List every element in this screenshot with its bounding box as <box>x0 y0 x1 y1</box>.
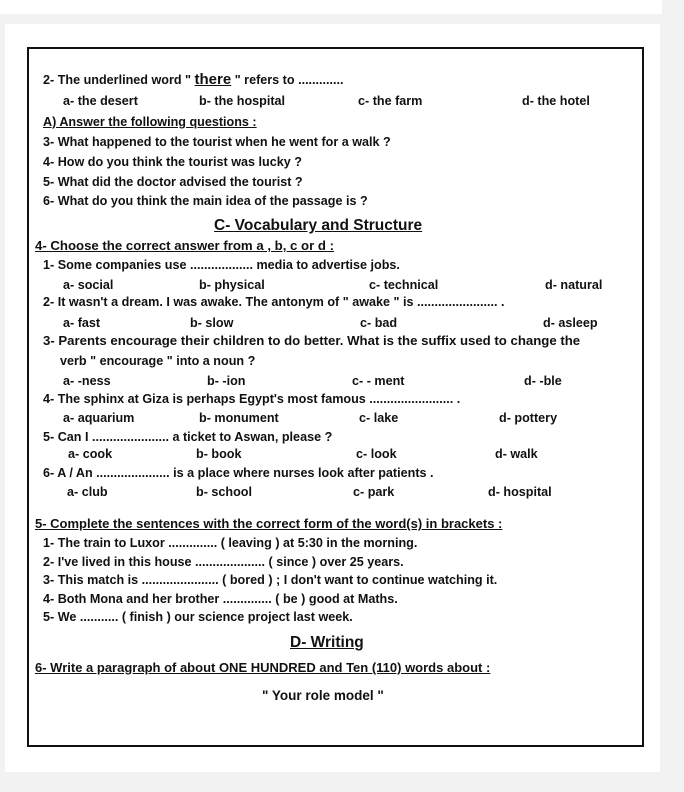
section-d-title: D- Writing <box>290 634 364 651</box>
complete-item-3: 3- This match is ...................... ( bored ) ; I don't want to continue watching it. <box>43 573 498 587</box>
complete-item-1: 1- The train to Luxor .............. ( leaving ) at 5:30 in the morning. <box>43 536 418 550</box>
section-5-instruction: 5- Complete the sentences with the correct form of the word(s) in brackets : <box>35 516 503 531</box>
vocab-q5-option-d: d- walk <box>495 447 538 461</box>
vocab-q1-option-d: d- natural <box>545 278 603 292</box>
vocab-q3-option-a: a- -ness <box>63 374 111 388</box>
section-a-question-4: 4- How do you think the tourist was lucky ? <box>43 155 302 169</box>
vocab-q4-option-d: d- pottery <box>499 411 558 425</box>
vocab-q6-option-c: c- park <box>353 485 395 499</box>
vocab-q3-option-d: d- -ble <box>524 374 562 388</box>
vocab-q4-option-b: b- monument <box>199 411 279 425</box>
complete-item-5: 5- We ........... ( finish ) our science project last week. <box>43 610 353 624</box>
q2-option-c: c- the farm <box>358 94 423 108</box>
section-c-title: C- Vocabulary and Structure <box>214 217 423 234</box>
previous-page-strip <box>0 0 662 14</box>
q2-option-d: d- the hotel <box>522 94 590 108</box>
question-2-text-after: " refers to ............. <box>234 73 344 87</box>
vocab-question-4: 4- The sphinx at Giza is perhaps Egypt's most famous ........................ . <box>43 392 461 406</box>
vocab-q2-option-a: a- fast <box>63 316 101 330</box>
vocab-q5-option-b: b- book <box>196 447 242 461</box>
vocab-q1-option-a: a- social <box>63 278 114 292</box>
writing-topic: " Your role model " <box>262 688 384 703</box>
vocab-q2-option-d: d- asleep <box>543 316 598 330</box>
vocab-q3-option-b: b- -ion <box>207 374 246 388</box>
complete-item-4: 4- Both Mona and her brother .............. ( be ) good at Maths. <box>43 592 398 606</box>
vocab-q5-option-a: a- cook <box>68 447 113 461</box>
underlined-word: there <box>194 71 232 88</box>
section-a-question-3: 3- What happened to the tourist when he went for a walk ? <box>43 135 391 149</box>
section-d-instruction: 6- Write a paragraph of about ONE HUNDRED and Ten (110) words about : <box>35 660 491 675</box>
vocab-question-3: 3- Parents encourage their children to do better. What is the suffix used to change the <box>43 333 581 348</box>
vocab-q4-option-a: a- aquarium <box>63 411 135 425</box>
section-a-question-5: 5- What did the doctor advised the tourist ? <box>43 175 303 189</box>
complete-item-2: 2- I've lived in this house .................... ( since ) over 25 years. <box>43 555 404 569</box>
question-2 <box>43 72 344 88</box>
vocab-q5-option-c: c- look <box>356 447 397 461</box>
vocab-q6-option-d: d- hospital <box>488 485 552 499</box>
question-2-text-before: 2- The underlined word " <box>43 73 192 87</box>
section-c-instruction: 4- Choose the correct answer from a , b, c or d : <box>35 238 334 253</box>
vocab-q4-option-c: c- lake <box>359 411 399 425</box>
vocab-q2-option-c: c- bad <box>360 316 398 330</box>
vocab-question-3-continued: verb " encourage " into a noun ? <box>60 354 256 368</box>
vocab-q6-option-a: a- club <box>67 485 108 499</box>
vocab-q1-option-b: b- physical <box>199 278 265 292</box>
vocab-question-2: 2- It wasn't a dream. I was awake. The antonym of " awake " is ....................... . <box>43 295 505 309</box>
vocab-question-6: 6- A / An ..................... is a place where nurses look after patients . <box>43 466 434 480</box>
vocab-q1-option-c: c- technical <box>369 278 439 292</box>
vocab-q3-option-c: c- - ment <box>352 374 405 388</box>
q2-option-b: b- the hospital <box>199 94 286 108</box>
section-a-question-6: 6- What do you think the main idea of the passage is ? <box>43 194 368 208</box>
section-a-heading: A) Answer the following questions : <box>43 115 257 129</box>
vocab-q2-option-b: b- slow <box>190 316 234 330</box>
vocab-question-1: 1- Some companies use .................. media to advertise jobs. <box>43 258 400 272</box>
vocab-question-5: 5- Can I ...................... a ticket to Aswan, please ? <box>43 430 333 444</box>
vocab-q6-option-b: b- school <box>196 485 252 499</box>
q2-option-a: a- the desert <box>63 94 138 108</box>
